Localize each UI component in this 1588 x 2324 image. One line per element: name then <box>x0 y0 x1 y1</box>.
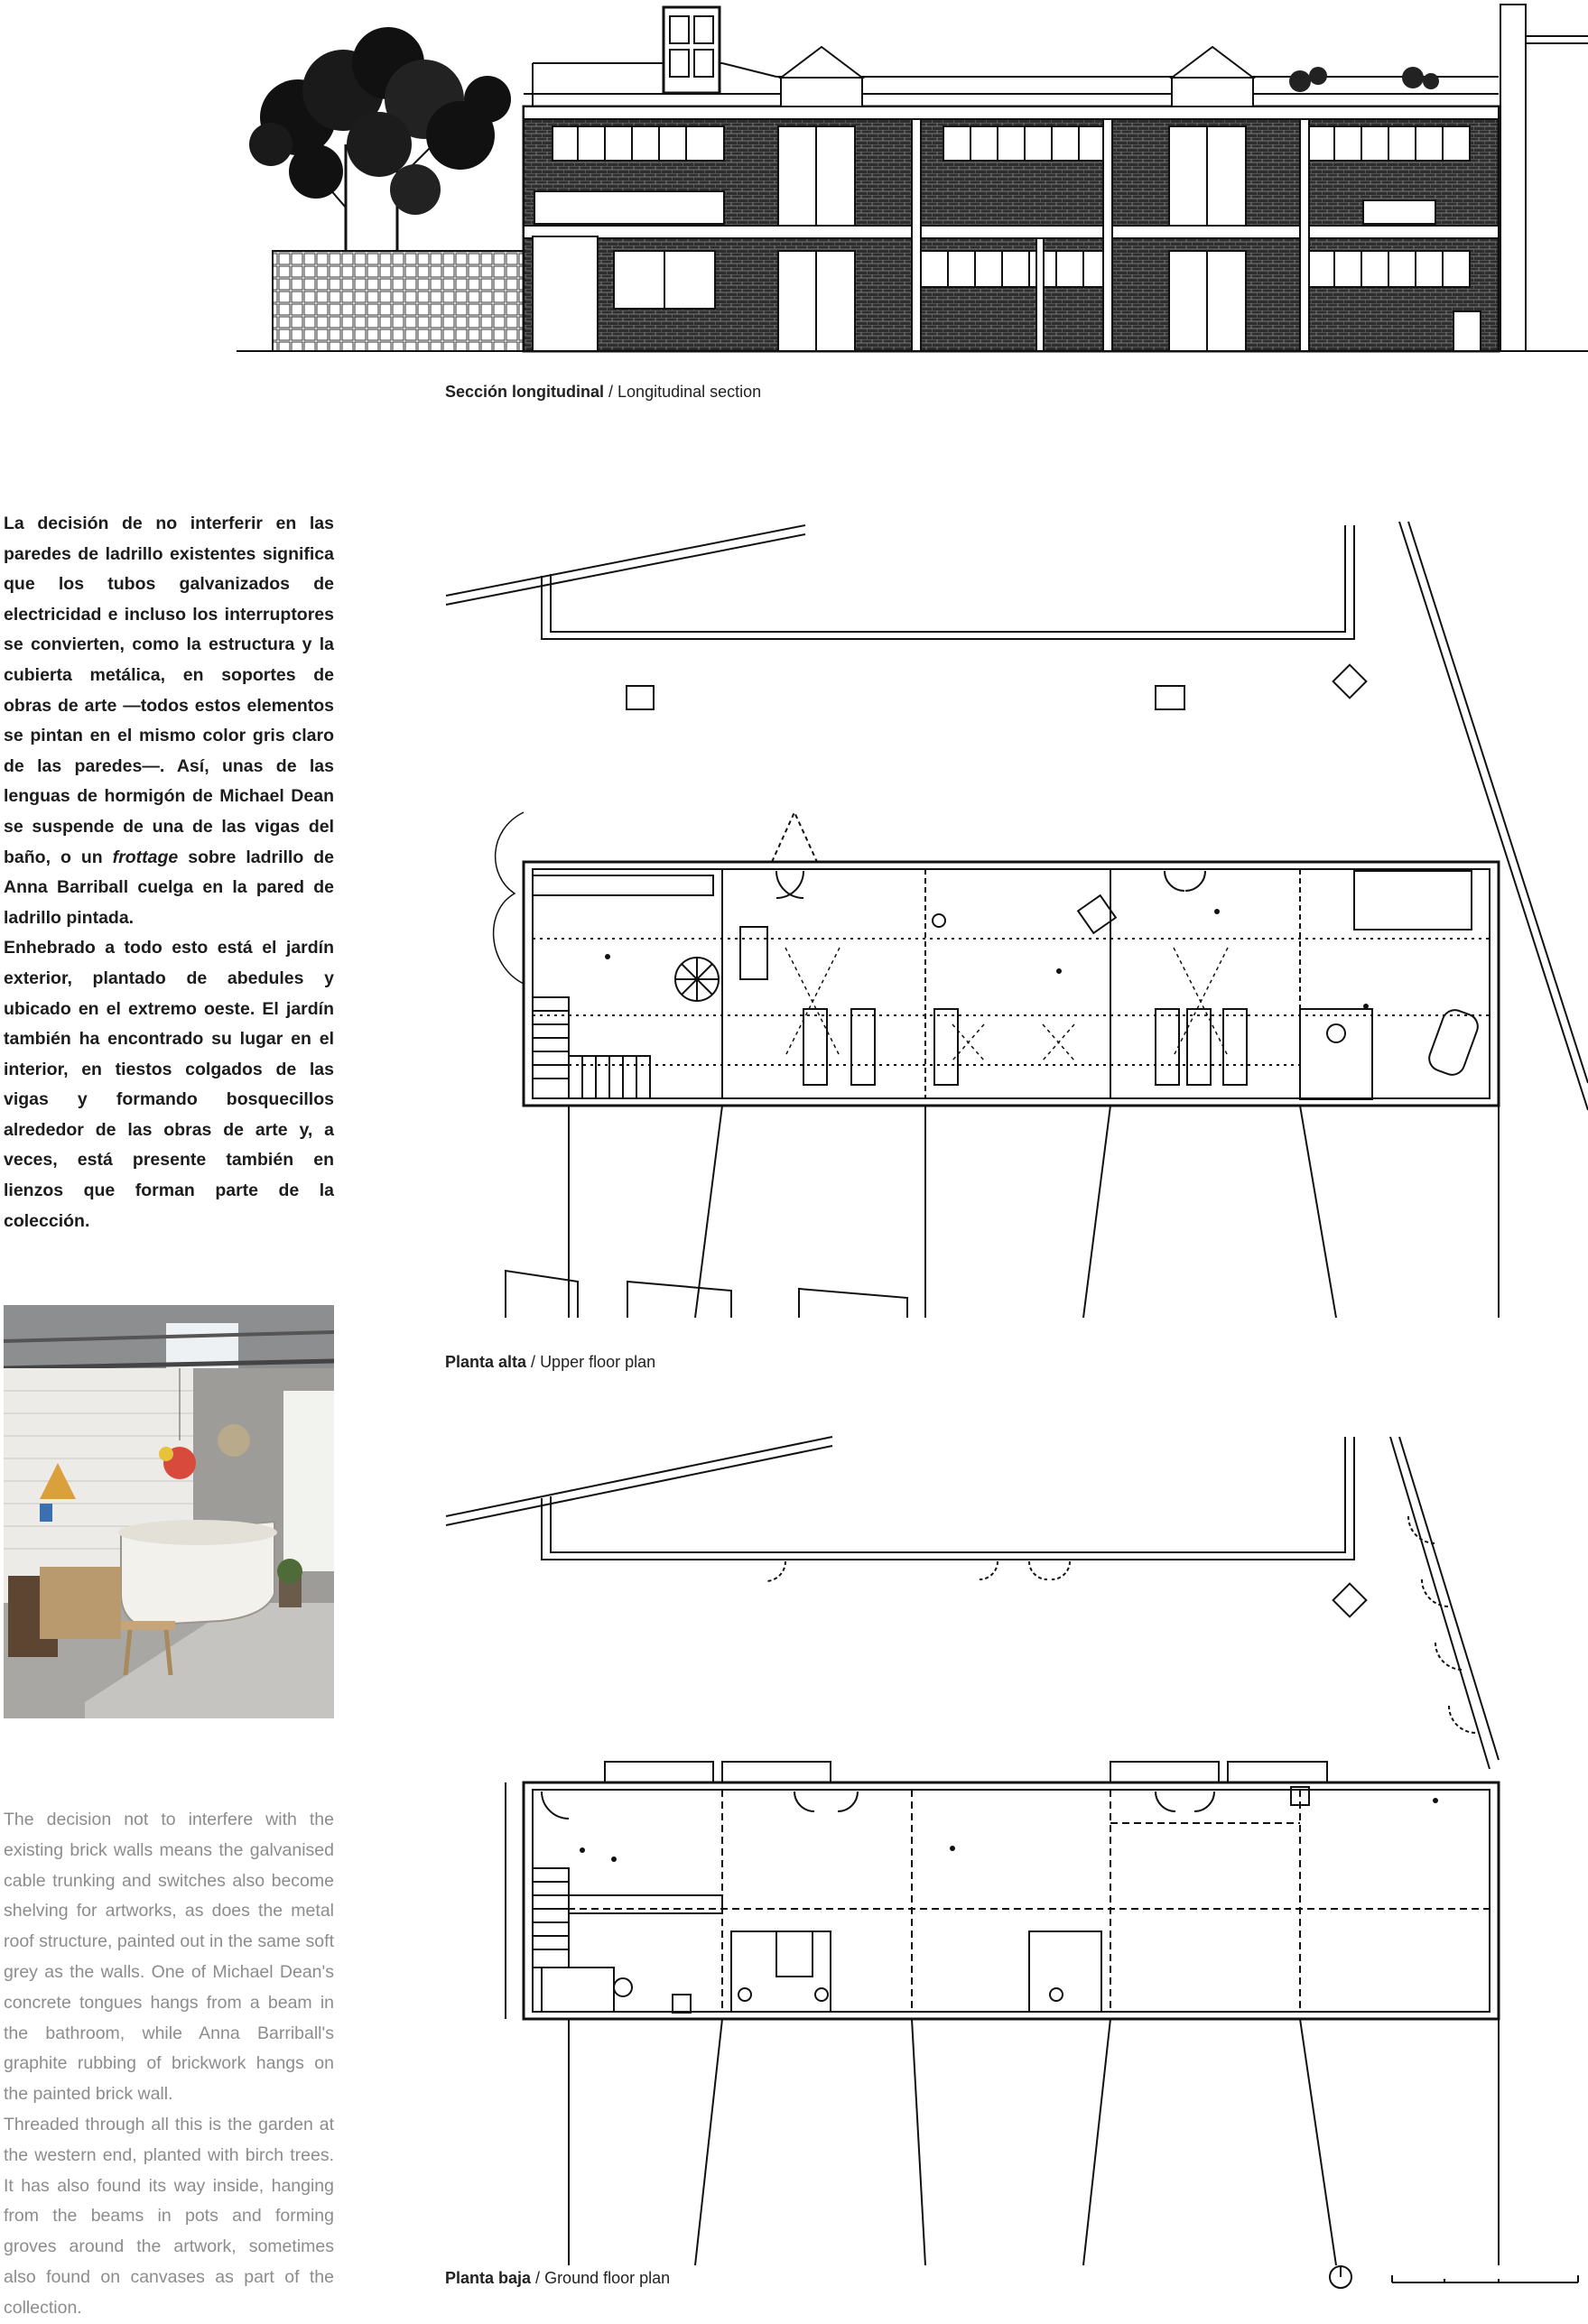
ground-floor-caption <box>445 2269 670 2288</box>
section-caption-es: Sección longitudinal <box>445 383 605 401</box>
ground-floor-caption-es: Planta baja <box>445 2269 532 2287</box>
caption-separator: / <box>604 383 618 401</box>
paragraph-en-1: The decision not to interfere with the existing brick walls means the galvanised cable trunking and switches also become shelving for artworks, as does the metal roof structure, painted out in the same soft grey as the walls. One of Michael Dean's concrete tongues hangs from a beam in the bathroom, while Anna Barriball's graphite rubbing of brickwork hangs on the painted brick wall. <box>4 1810 334 2105</box>
ground-floor-caption-en: Ground floor plan <box>544 2269 671 2287</box>
ground-floor-plan-drawing <box>433 1426 1588 2265</box>
caption-separator: / <box>526 1353 541 1371</box>
section-caption <box>445 383 761 402</box>
paragraph-es-1 <box>4 509 334 933</box>
upper-floor-caption <box>445 1353 655 1372</box>
body-text-spanish <box>4 509 334 1236</box>
scale-bar <box>1390 2270 1580 2288</box>
bathroom-photo <box>4 1305 334 1718</box>
longitudinal-section-drawing <box>0 0 1588 361</box>
paragraph-es-1-part-b: sobre ladrillo de Anna Barriball cuelga en la pared de ladrillo pintada. <box>4 847 334 928</box>
paragraph-en-2: Threaded through all this is the garden at the western end, planted with birch trees. It has also found its way inside, hanging from the beams in pots and forming groves around the artwork, sometimes also found on canvases as part of the collection. <box>4 2114 334 2318</box>
caption-separator: / <box>531 2269 545 2287</box>
body-text-english <box>4 1805 334 2324</box>
north-arrow-icon <box>1327 2264 1354 2291</box>
upper-floor-plan-drawing <box>433 514 1588 1318</box>
upper-floor-caption-es: Planta alta <box>445 1353 527 1371</box>
upper-floor-caption-en: Upper floor plan <box>540 1353 656 1371</box>
paragraph-es-1-emphasis: frottage <box>112 847 179 867</box>
paragraph-es-1-part-a: La decisión de no interferir en las paredes de ladrillo existentes significa que los tubos galvanizados de electricidad e incluso los interruptores se convierten, como la estructura y la cubierta metálica, en soportes de obras de arte —todos estos elementos se pintan en el mismo color gris claro de las paredes—. Así, unas de las lenguas de hormigón de Michael Dean se suspende de una de las vigas del baño, o un <box>4 514 334 867</box>
paragraph-es-2: Enhebrado a todo esto está el jardín exterior, plantado de abedules y ubicado en el extremo oeste. El jardín también ha encontrado su lugar en el interior, en tiestos colgados de las vigas y formando bosquecillos alrededor de las obras de arte y, a veces, está presente también en lienzos que forman parte de la colección. <box>4 938 334 1231</box>
section-caption-en: Longitudinal section <box>618 383 762 401</box>
